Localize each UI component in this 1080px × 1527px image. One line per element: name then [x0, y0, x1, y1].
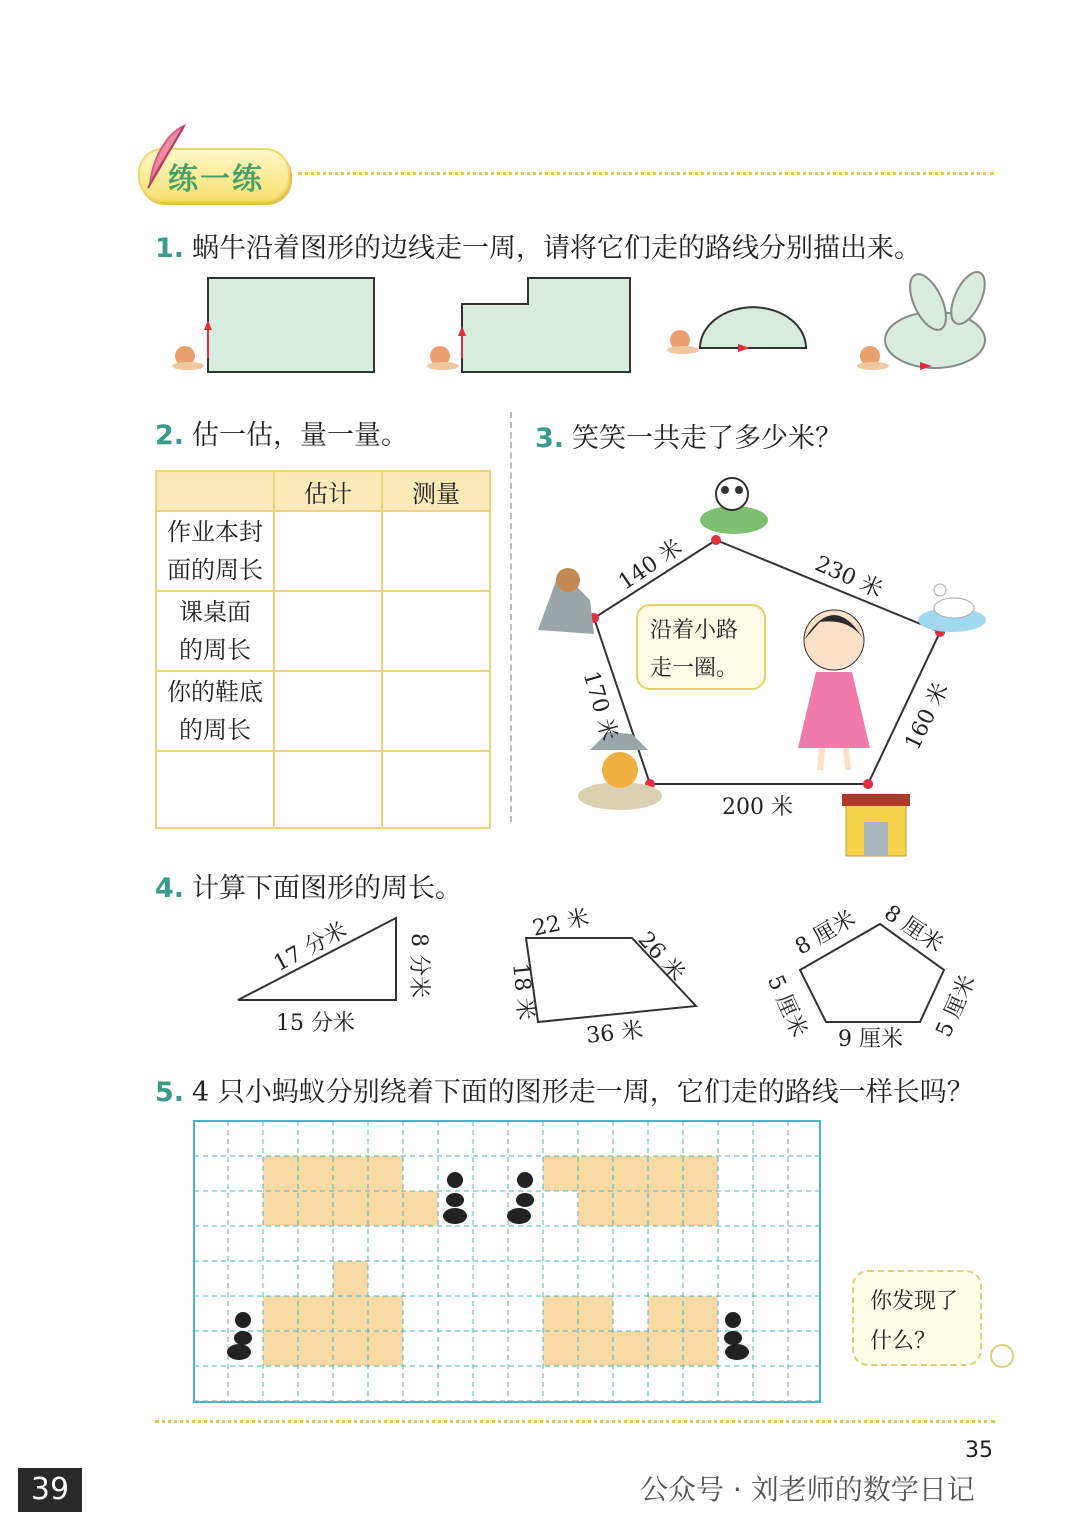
col-estimate: 估计: [274, 471, 382, 511]
edge-label: 170 米: [577, 668, 622, 744]
dim-label: 8 分米: [406, 933, 431, 998]
table-row: 课桌面 的周长: [156, 591, 490, 671]
page-number: 35: [965, 1438, 993, 1463]
ant-icon: [443, 1172, 467, 1224]
dim-label: 8 厘米: [791, 906, 860, 961]
bubble-dot: [990, 1344, 1014, 1368]
speech-bubble: 沿着小路 走一圈。: [636, 604, 766, 690]
col-measure: 测量: [382, 471, 490, 511]
monkey-icon: [538, 568, 594, 634]
edge-label: 200 米: [722, 795, 793, 820]
dim-label: 26 米: [632, 927, 690, 987]
snail-icon: [172, 346, 204, 370]
estimate-cell[interactable]: [274, 671, 382, 751]
dim-label: 9 厘米: [838, 1027, 903, 1052]
ant-grid: [193, 1120, 823, 1404]
table-row: 你的鞋底 的周长: [156, 671, 490, 751]
step-shape: [462, 278, 630, 372]
snail-icon: [667, 330, 699, 354]
question-5: 5. 4 只小蚂蚁分别绕着下面的图形走一周，它们走的路线一样长吗？: [155, 1077, 974, 1108]
q1-shapes: [160, 270, 1020, 380]
snail-icon: [857, 346, 889, 370]
measure-cell[interactable]: [382, 511, 490, 591]
question-3: 3. 笑笑一共走了多少米？: [535, 423, 843, 454]
question-2: 2. 估一估，量一量。: [155, 420, 409, 451]
ant-icon: [227, 1312, 252, 1360]
estimate-cell[interactable]: [274, 751, 382, 828]
table-row: [156, 751, 490, 828]
semicircle-shape: [700, 307, 806, 348]
dim-label: 8 厘米: [879, 900, 948, 958]
question-1: 1. 蜗牛沿着图形的边线走一周，请将它们走的路线分别描出来。: [155, 233, 922, 264]
measure-cell[interactable]: [382, 751, 490, 828]
tiger-icon: [578, 732, 662, 810]
ant-icon: [724, 1312, 749, 1360]
dim-label: 5 厘米: [931, 971, 981, 1042]
table-row: 作业本封 面的周长: [156, 511, 490, 591]
snail-icon: [427, 346, 459, 370]
estimate-cell[interactable]: [274, 511, 382, 591]
header-divider: [298, 172, 994, 175]
edge-label: 230 米: [811, 551, 887, 604]
column-divider: [510, 412, 512, 822]
page-box: 39: [18, 1468, 82, 1512]
dim-label: 18 米: [507, 962, 538, 1022]
measure-cell[interactable]: [382, 591, 490, 671]
estimate-cell[interactable]: [274, 591, 382, 671]
watermark: 公众号 · 刘老师的数学日记: [640, 1473, 975, 1506]
ant-icon: [507, 1172, 534, 1224]
edge-label: 160 米: [900, 678, 955, 754]
dim-label: 22 米: [530, 905, 592, 942]
measure-cell[interactable]: [382, 671, 490, 751]
question-4: 4. 计算下面图形的周长。: [155, 873, 463, 904]
edge-label: 140 米: [614, 534, 688, 596]
panda-icon: [700, 478, 768, 534]
zoo-gate-icon: [842, 794, 910, 856]
measure-table: [155, 470, 491, 829]
girl-figure: [798, 610, 870, 770]
rabbit-shape: [885, 270, 992, 370]
footer-divider: [155, 1420, 995, 1423]
dim-label: 5 厘米: [762, 971, 812, 1042]
section-title: 练一练: [168, 162, 264, 197]
rectangle-shape: [208, 278, 374, 372]
dim-label: 17 分米: [269, 917, 352, 977]
swan-icon: [918, 584, 986, 632]
dim-label: 15 分米: [276, 1011, 355, 1036]
dim-label: 36 米: [585, 1018, 645, 1049]
hint-bubble: 你发现了 什么？: [852, 1270, 982, 1366]
